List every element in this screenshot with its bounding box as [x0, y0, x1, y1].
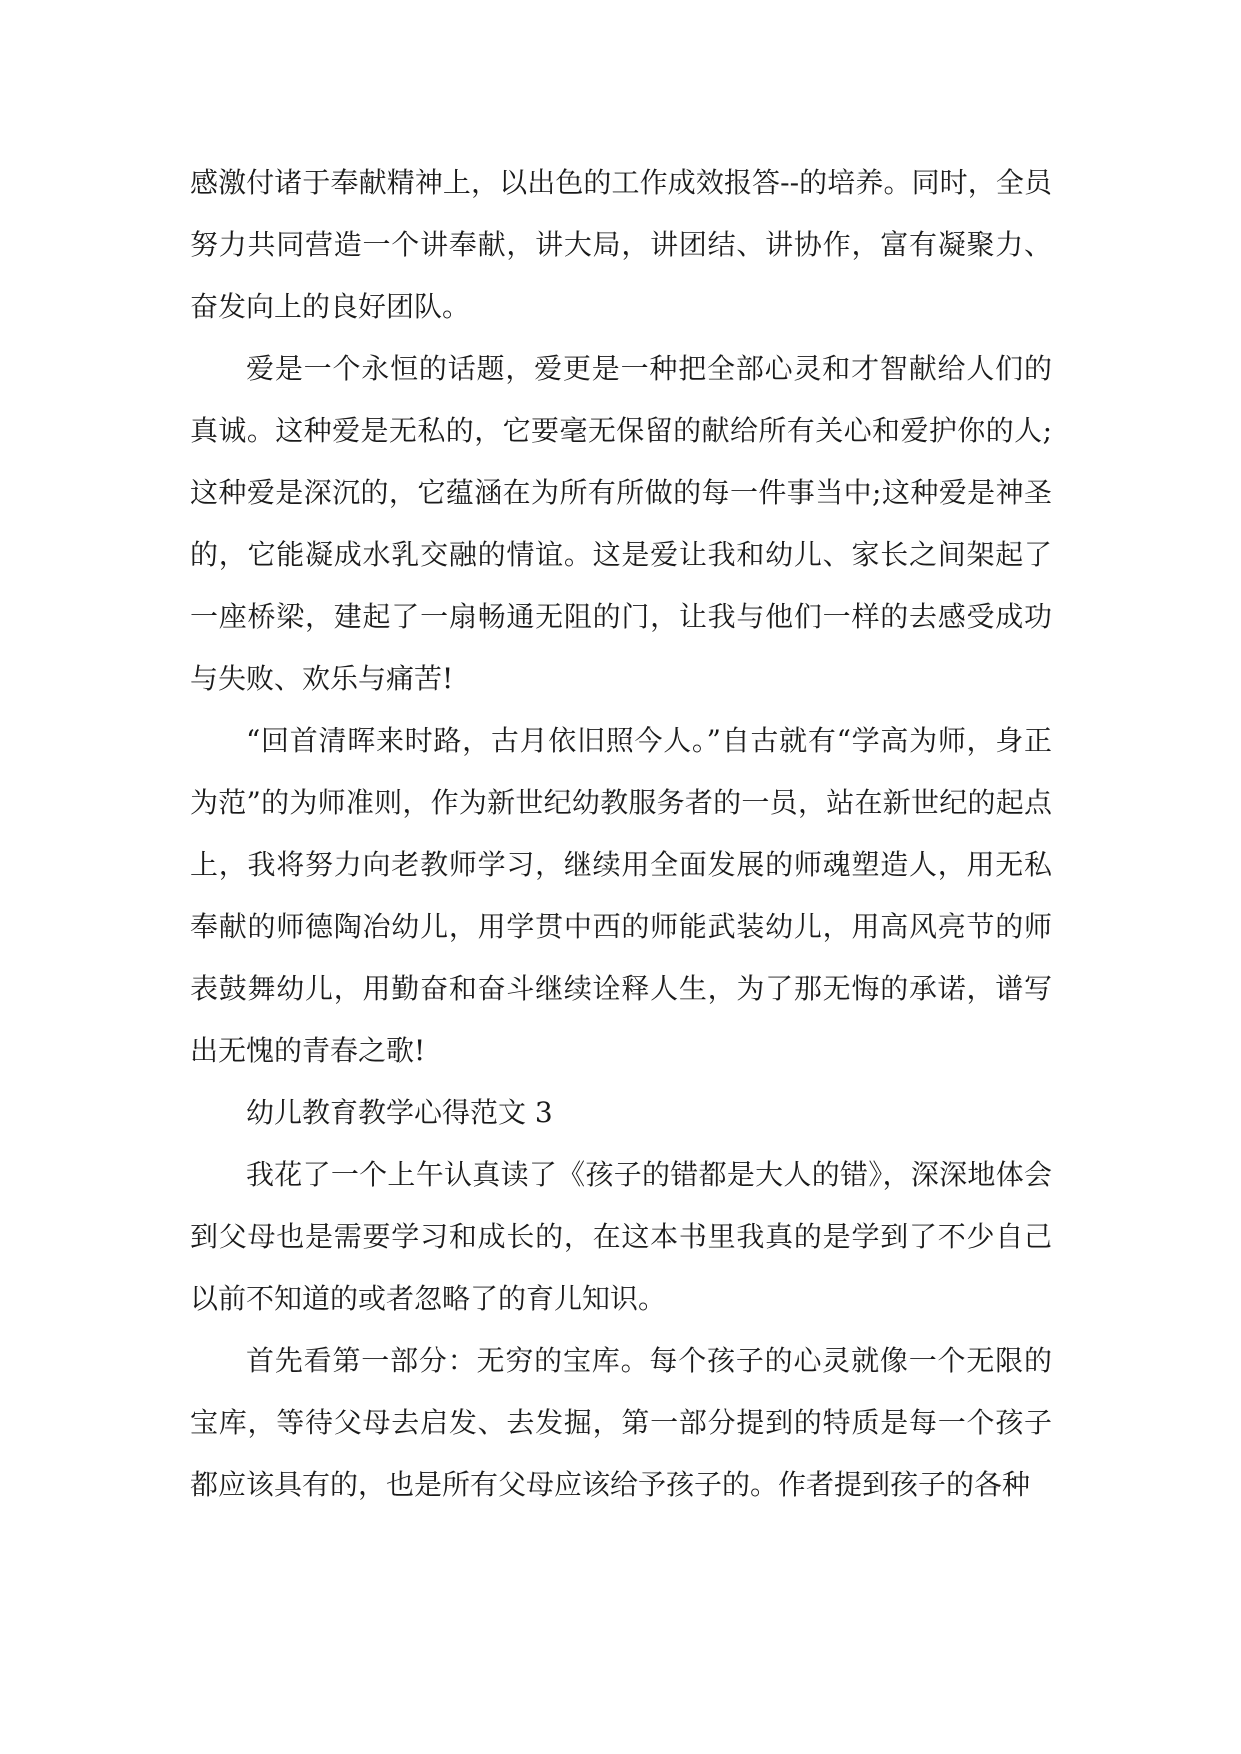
document-body — [190, 152, 1052, 1516]
paragraph-book-reading: 我花了一个上午认真读了《孩子的错都是大人的错》，深深地体会到父母也是需要学习和成长的，在这本书里我真的是学到了不少自己以前不知道的或者忽略了的育儿知识。 — [190, 1158, 1052, 1315]
paragraph-reflection: “回首清晖来时路，古月依旧照今人。”自古就有“学高为师，身正为范”的为师准则，作为新世纪幼教服务者的一员，站在新世纪的起点上，我将努力向老教师学习，继续用全面发展的师魂塑造人，用无私奉献的师德陶冶幼儿，用学贯中西的师能武装幼儿，用高风亮节的师表鼓舞幼儿，用勤奋和奋斗继续诠释人生，为了那无悔的承诺，谱写出无愧的青春之歌! — [190, 724, 1052, 1067]
paragraph-love: 爱是一个永恒的话题，爱更是一种把全部心灵和才智献给人们的真诚。这种爱是无私的，它要毫无保留的献给所有关心和爱护你的人;这种爱是深沉的，它蕴涵在为所有所做的每一件事当中;这种爱是神圣的，它能凝成水乳交融的情谊。这是爱让我和幼儿、家长之间架起了一座桥梁，建起了一扇畅通无阻的门，让我与他们一样的去感受成功与失败、欢乐与痛苦! — [190, 352, 1052, 695]
paragraph-continuation: 感激付诸于奉献精神上，以出色的工作成效报答--的培养。同时，全员努力共同营造一个讲奉献，讲大局，讲团结、讲协作，富有凝聚力、奋发向上的良好团队。 — [190, 166, 1052, 323]
paragraph-first-part: 首先看第一部分：无穷的宝库。每个孩子的心灵就像一个无限的宝库，等待父母去启发、去发掘，第一部分提到的特质是每一个孩子都应该具有的，也是所有父母应该给予孩子的。作者提到孩子的各种 — [190, 1344, 1052, 1501]
section-heading: 幼儿教育教学心得范文 3 — [246, 1096, 553, 1129]
